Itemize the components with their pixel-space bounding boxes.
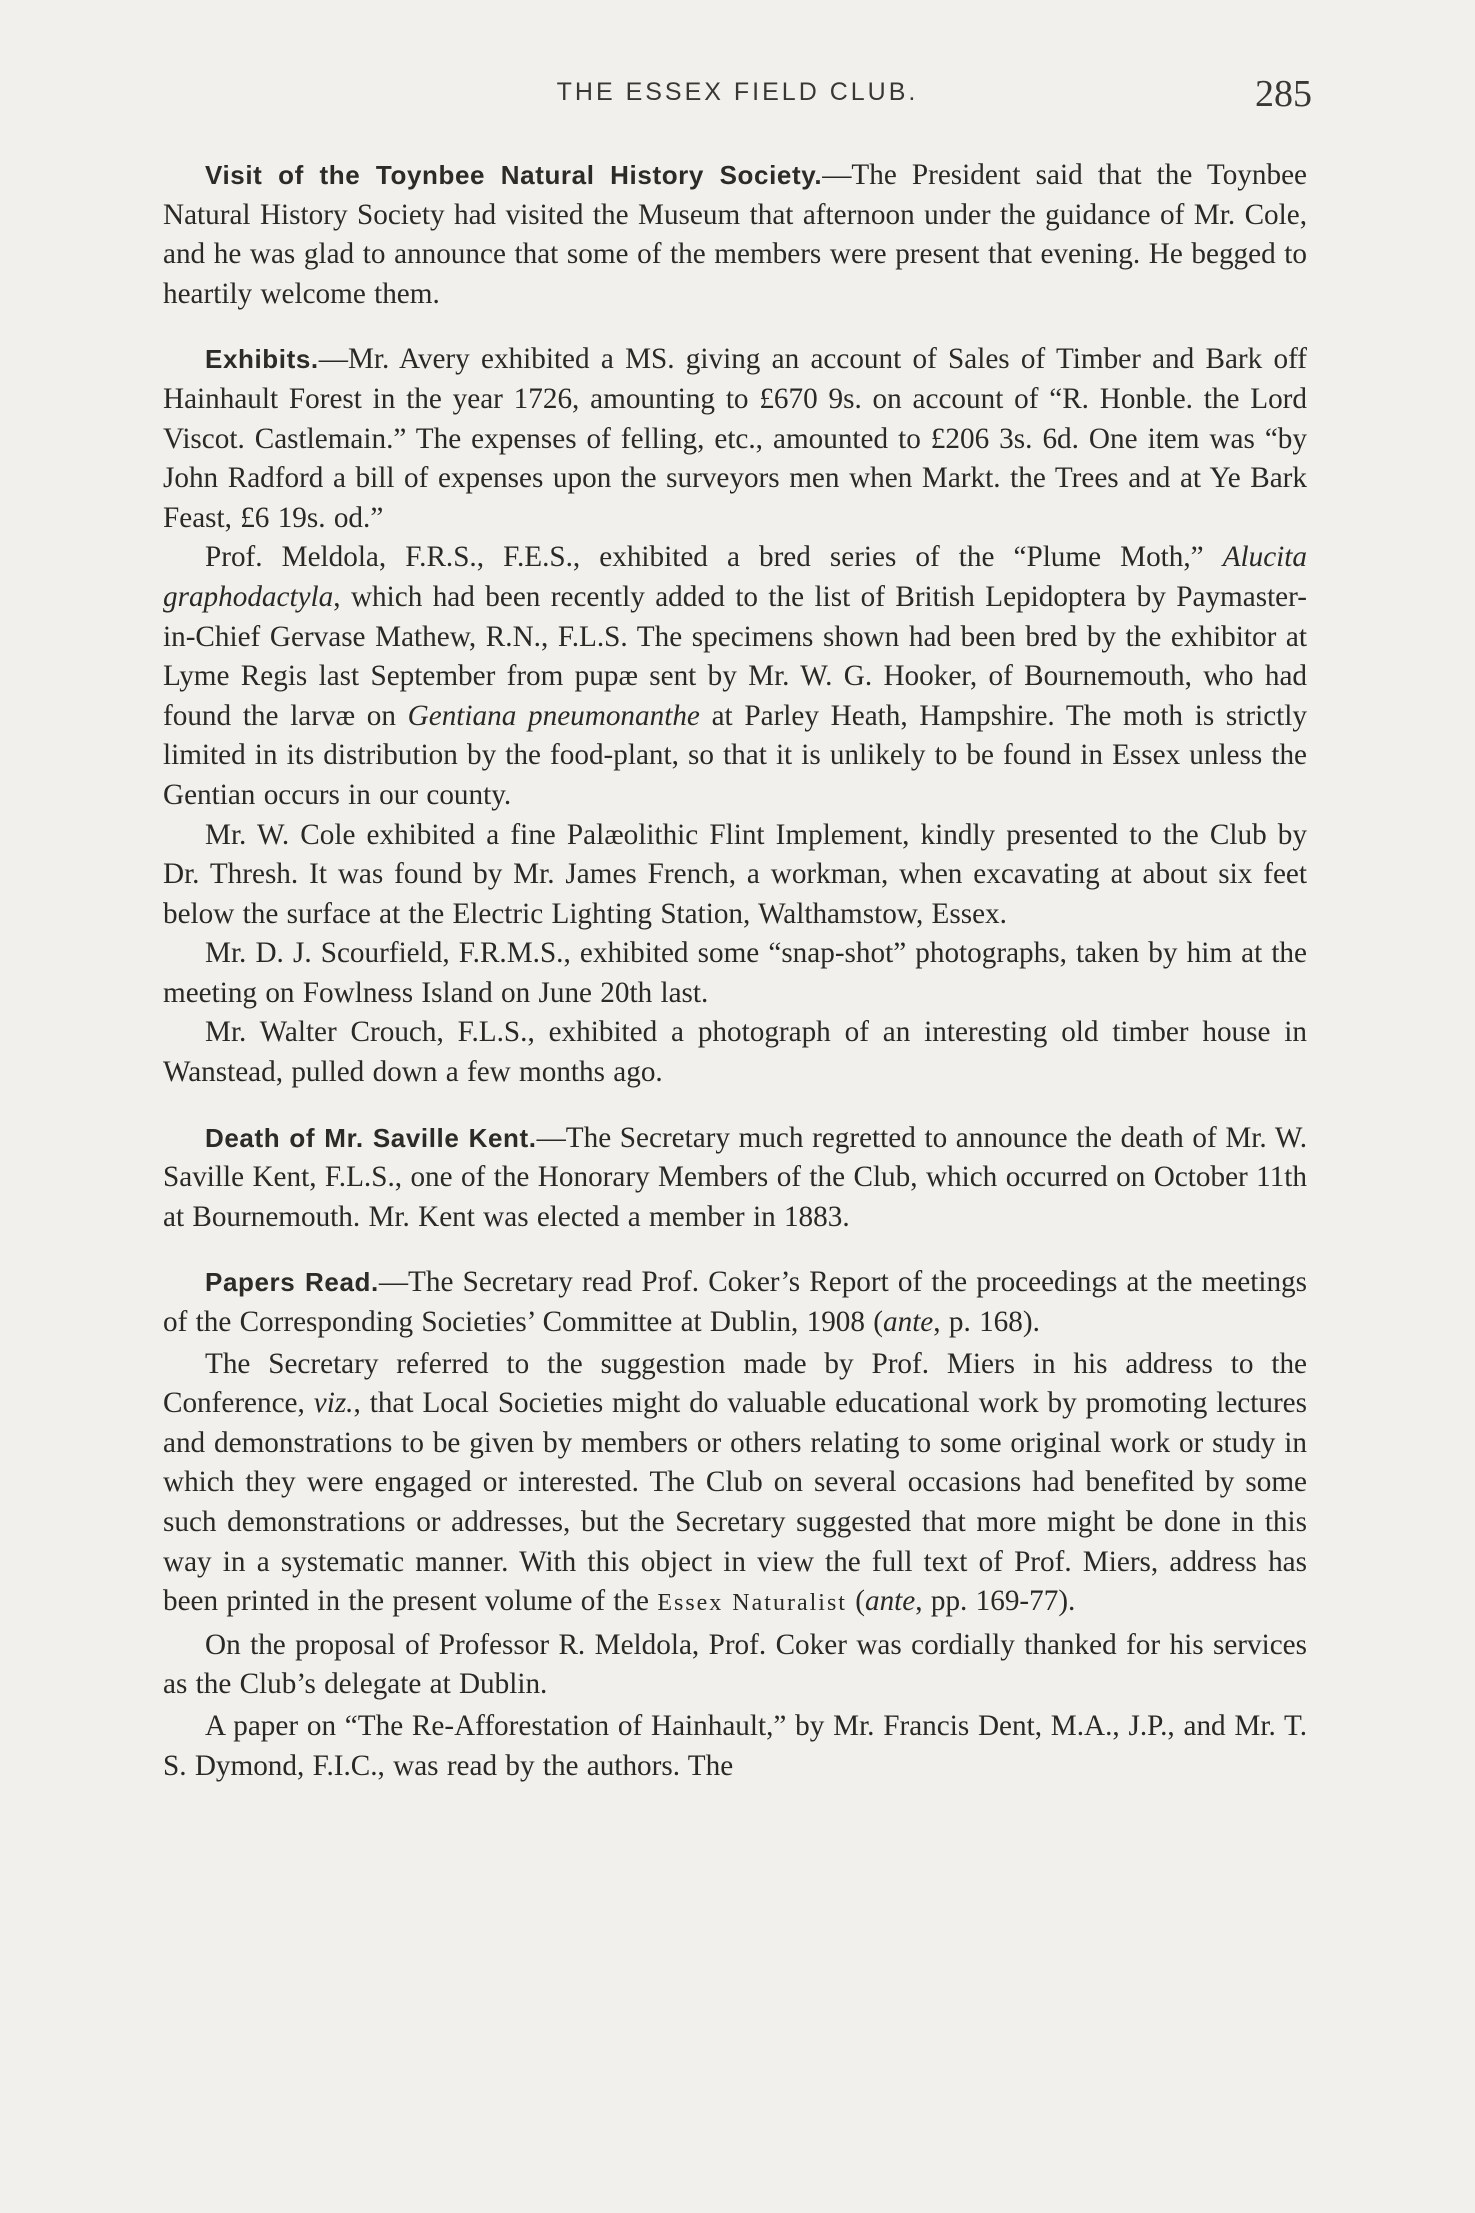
toynbee-paragraph — [163, 156, 1307, 314]
miers-text-a: The Secretary referred to the suggestion made by Prof. Miers in his address to the Conference, — [163, 1347, 1307, 1420]
miers-text-c: ( — [846, 1585, 865, 1618]
section-gap — [163, 1237, 1307, 1263]
hainhault-text: A paper on “The Re-Afforestation of Hainhault,” by Mr. Francis Dent, M.A., J.P., and Mr. T. S. Dymond, F.I.C., was read by the authors. The — [163, 1709, 1307, 1782]
death-paragraph — [163, 1119, 1307, 1238]
meldola-text-a: Prof. Meldola, F.R.S., F.E.S., exhibited a bred series of the “Plume Moth,” — [205, 541, 1223, 574]
death-heading: Death of Mr. Saville Kent. — [205, 1122, 537, 1153]
scourfield-text: Mr. D. J. Scourfield, F.R.M.S., exhibited some “snap-shot” photographs, taken by him at the meeting on Fowlness Island on June 20th last. — [163, 937, 1307, 1009]
meldola-text-c: at Parley Heath, Hampshire. The moth is strictly limited in its distribution by the food-plant, so that it is unlikely to be found in Essex unless the Gentian occurs in our county. — [163, 699, 1307, 811]
papers-paragraph-hainhault — [163, 1707, 1307, 1786]
exhibits-paragraph-scourfield — [163, 934, 1307, 1013]
meldola-text-b: , which had been recently added to the list of British Lepidoptera by Paymaster-in-Chief Gervase Mathew, R.N., F.L.S. The specimens shown had been bred by the exhibitor at Lyme Regis last September from pupæ sent by Mr. W. G. Hooker, of Bournemouth, who had found the larvæ on — [163, 580, 1307, 732]
papers-paragraph-miers — [163, 1345, 1307, 1624]
ante-ref: ante — [883, 1306, 934, 1339]
exhibits-paragraph-crouch — [163, 1013, 1307, 1092]
exhibits-paragraph-avery — [163, 340, 1307, 538]
running-title: THE ESSEX FIELD CLUB. — [556, 78, 919, 106]
body-text — [163, 156, 1307, 1786]
exhibits-paragraph-cole — [163, 816, 1307, 935]
exhibits-paragraph-meldola — [163, 538, 1307, 815]
papers-paragraph-thanks — [163, 1626, 1307, 1705]
toynbee-heading: Visit of the Toynbee Natural History Society. — [205, 160, 823, 190]
species-name: Alucita graphodactyla — [163, 541, 1307, 613]
viz-abbrev: viz. — [313, 1387, 354, 1420]
thanks-text: On the proposal of Professor R. Meldola, Prof. Coker was cordially thanked for his services as the Club’s delegate at Dublin. — [163, 1628, 1307, 1701]
coker-text-b: , p. 168). — [933, 1306, 1040, 1339]
crouch-text: Mr. Walter Crouch, F.L.S., exhibited a photograph of an interesting old timber house in Wanstead, pulled down a few months ago. — [163, 1016, 1307, 1089]
running-head — [0, 72, 1475, 122]
plant-name: Gentiana pneumonanthe — [407, 699, 700, 732]
section-gap — [163, 314, 1307, 340]
exhibits-heading: Exhibits. — [205, 344, 319, 375]
exhibits-avery-text: —Mr. Avery exhibited a MS. giving an account of Sales of Timber and Bark off Hainhault Forest in the year 1726, amounting to £670 9s. on account of “R. Honble. the Lord Viscot. Castlemain.” The expenses of felling, etc., amounted to £206 3s. 6d. One item was “by John Radford a bill of expenses upon the surveyors men when Markt. the Trees and at Ye Bark Feast, £6 19s. od.” — [163, 343, 1307, 534]
journal-name: Essex Naturalist — [657, 1590, 847, 1617]
miers-text-b: , that Local Societies might do valuable educational work by promoting lectures and demonstrations to be given by members or others relating to some original work or study in which they were engaged or interested. The Club on several occasions had benefited by some such demonstrations or addresses, but the Secretary suggested that more might be done in this way in a systematic manner. With this object in view the full text of Prof. Miers, address has been printed in the present volume of the — [163, 1387, 1307, 1618]
cole-text: Mr. W. Cole exhibited a fine Palæolithic Flint Implement, kindly presented to the Club by Dr. Thresh. It was found by Mr. James French, a workman, when excavating at about six feet below the surface at the Electric Lighting Station, Walthamstow, Essex. — [163, 818, 1307, 930]
papers-paragraph-coker — [163, 1263, 1307, 1342]
page-number: 285 — [1255, 73, 1312, 115]
death-body: —The Secretary much regretted to announce the death of Mr. W. Saville Kent, F.L.S., one of the Honorary Members of the Club, which occurred on October 11th at Bournemouth. Mr. Kent was elected a member in 1883. — [163, 1121, 1307, 1233]
miers-text-d: , pp. 169-77). — [915, 1585, 1076, 1618]
section-gap — [163, 1093, 1307, 1119]
ante-ref: ante — [864, 1585, 916, 1618]
coker-text-a: —The Secretary read Prof. Coker’s Report of the proceedings at the meetings of the Corresponding Societies’ Committee at Dublin, 1908 ( — [163, 1266, 1307, 1339]
toynbee-body: —The President said that the Toynbee Natural History Society had visited the Museum that afternoon under the guidance of Mr. Cole, and he was glad to announce that some of the members were present that evening. He begged to heartily welcome them. — [163, 159, 1308, 310]
papers-heading: Papers Read. — [205, 1267, 379, 1298]
